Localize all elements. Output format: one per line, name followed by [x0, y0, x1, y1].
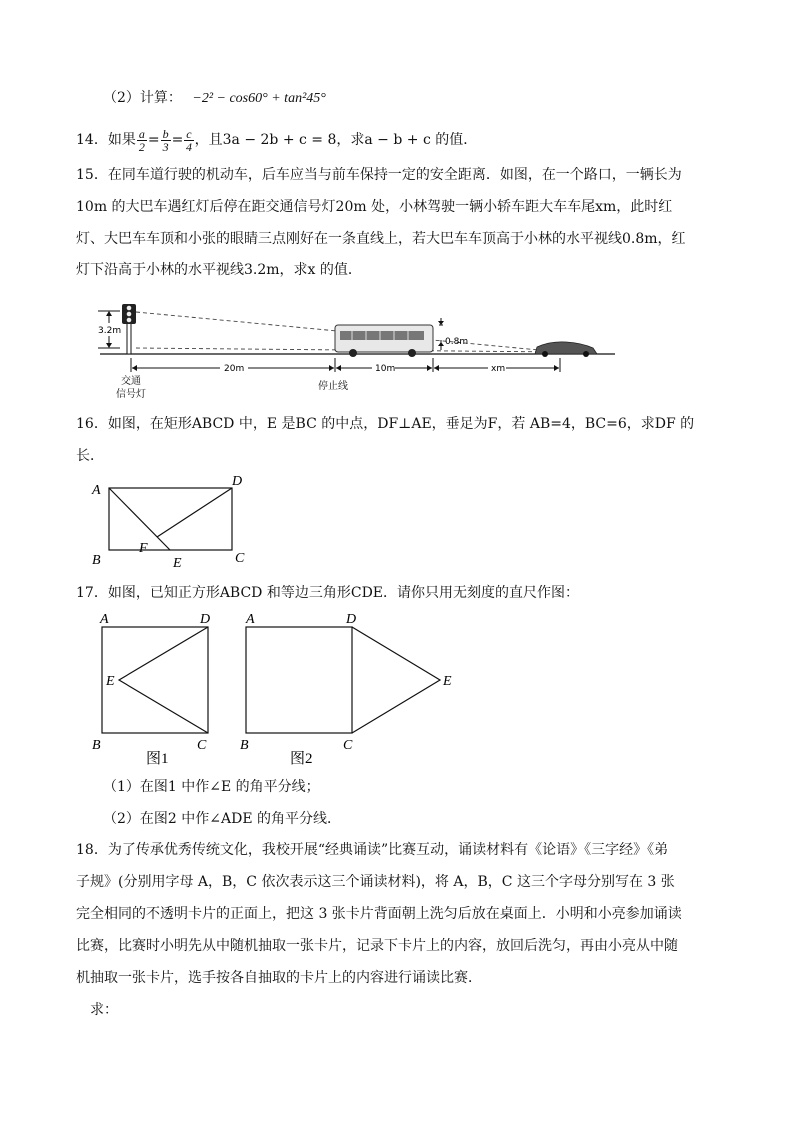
stop-line-caption: 停止线 [318, 381, 348, 392]
traffic-light-diagram [90, 298, 620, 378]
rectangle-abcd [109, 488, 232, 550]
q15-line2: 10m 的大巴车遇红灯后停在距交通信号灯20m 处，小林驾驶一辆小轿车距大车车尾xm，此时红 [76, 199, 673, 215]
svg-text:E: E [106, 674, 115, 689]
figure-2-caption: 图2 [290, 751, 313, 767]
segment-df [157, 488, 232, 537]
distance-10m-label: 10m [375, 364, 396, 374]
svg-text:B: B [240, 738, 249, 753]
svg-text:E: E [443, 674, 452, 689]
q14-number: 14．如果 [76, 132, 136, 148]
svg-text:A: A [100, 612, 109, 627]
q17-sub1: （1）在图1 中作∠E 的角平分线； [103, 779, 320, 795]
figure-1 [88, 607, 218, 767]
car-icon [535, 342, 597, 357]
q16-line1: 16．如图，在矩形ABCD 中，E 是BC 的中点，DF⊥AE，垂足为F，若 AB=4，BC=6，求DF 的 [76, 416, 695, 432]
q13-part2-label: （2）计算： [103, 90, 182, 106]
triangle-cde-fig2 [352, 627, 440, 733]
q15-line4: 灯下沿高于小林的水平视线3.2m，求x 的值． [76, 262, 362, 278]
svg-text:D: D [200, 612, 211, 627]
signal-light-caption: 交通 信号灯 [116, 376, 146, 400]
q18-line3: 完全相同的不透明卡片的正面上，把这 3 张卡片背面朝上洗匀后放在桌面上．小明和小亮参加诵读 [76, 906, 682, 922]
height-0.8m-label: 0.8m [445, 337, 469, 347]
fraction-c-over-4: $\frac{c}{4}$ [185, 126, 192, 154]
q15-line1: 15．在同车道行驶的机动车，后车应当与前车保持一定的安全距离．如图，在一个路口，一辆长为 [76, 167, 682, 183]
height-3.2m-label: 3.2m [98, 326, 122, 336]
q14-condition: ，且3a − 2b + c = 8 [194, 132, 337, 148]
rectangle-abcd-figure [88, 472, 258, 572]
bus-icon [335, 325, 433, 357]
q18-line5: 机抽取一张卡片，选手按各自抽取的卡片上的内容进行诵读比赛． [76, 970, 482, 986]
distance-20m-label: 20m [224, 364, 245, 374]
square-abcd-fig2 [246, 627, 352, 733]
fraction-b-over-3: $\frac{b}{3}$ [162, 126, 169, 154]
q18-line2: 子规》(分别用字母 A，B，C 依次表示这三个诵读材料)，将 A，B，C 这三个字母分别写在 3 张 [76, 874, 675, 890]
q18-ask: 求： [90, 1002, 118, 1018]
q14-question: ，求a − b + c 的值． [336, 132, 478, 148]
svg-text:A: A [246, 612, 255, 627]
signal-pole [127, 320, 131, 354]
svg-text:C: C [197, 738, 207, 753]
q18-line4: 比赛，比赛时小明先从中随机抽取一张卡片，记录下卡片上的内容，放回后洗匀，再由小亮从中随 [76, 938, 678, 954]
figure-1-caption: 图1 [146, 751, 169, 767]
svg-text:C: C [343, 738, 353, 753]
q15-line3: 灯、大巴车车顶和小张的眼睛三点刚好在一条直线上，若大巴车车顶高于小林的水平视线0.8m，红 [76, 231, 686, 247]
svg-text:B: B [92, 553, 101, 568]
triangle-cde-fig1 [119, 627, 208, 733]
svg-text:F: F [139, 541, 148, 556]
q16-line2: 长． [76, 448, 104, 464]
figure-2 [232, 607, 462, 767]
distance-x-label: xm [491, 364, 506, 374]
fraction-a-over-2: $\frac{a}{2}$ [138, 126, 145, 154]
svg-text:A: A [92, 483, 101, 498]
q18-line1: 18．为了传承优秀传统文化，我校开展“经典诵读”比赛互动，诵读材料有《论语》《三字经》《弟 [76, 842, 669, 858]
svg-text:B: B [92, 738, 101, 753]
svg-text:D: D [232, 474, 243, 489]
svg-text:C: C [235, 551, 245, 566]
q13-part2-expression: −2² − cos60° + tan²45° [192, 91, 326, 106]
q13-part2 [103, 88, 326, 109]
svg-text:D: D [346, 612, 357, 627]
q14: 14．如果 $\frac{a}{2}$ = $\frac{b}{3}$ = $\frac{c}{4}$ ，且3a − 2b + c = 8，求a − b + c 的值． [76, 126, 478, 154]
q17-line1: 17．如图，已知正方形ABCD 和等边三角形CDE．请你只用无刻度的直尺作图： [76, 585, 580, 601]
q17-sub2: （2）在图2 中作∠ADE 的角平分线． [103, 811, 341, 827]
svg-text:E: E [173, 556, 182, 571]
